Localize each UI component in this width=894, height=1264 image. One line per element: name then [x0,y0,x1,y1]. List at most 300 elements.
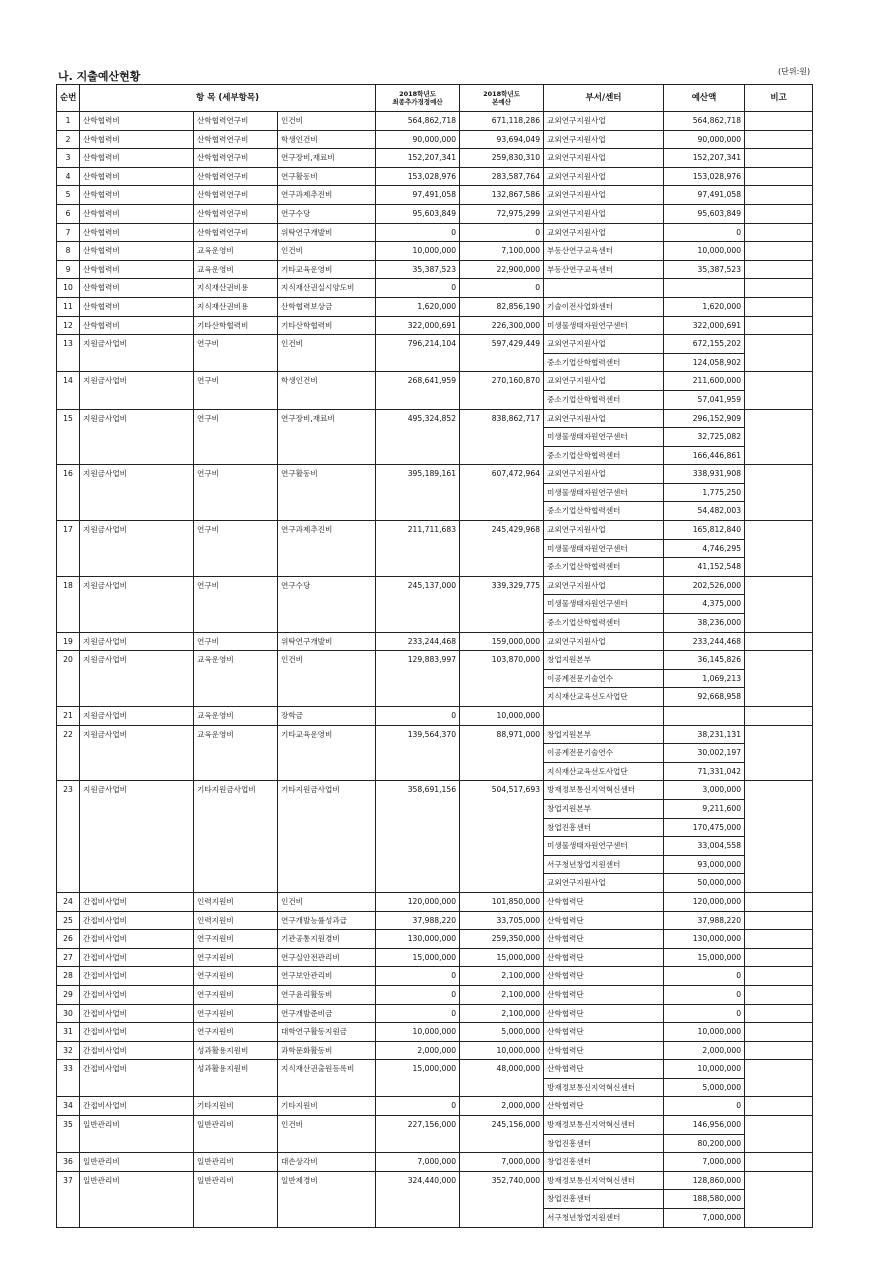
row-number: 7 [57,223,80,242]
note-cell [745,911,813,930]
subcategory-cell: 연구비 [194,409,278,465]
budget-amount-cell: 564,862,718 [664,112,745,131]
row-number: 13 [57,335,80,372]
detail-item-cell: 장학금 [278,707,376,726]
table-row [57,465,813,484]
budget-amount-cell: 50,000,000 [664,874,745,893]
detail-item-cell: 연구개발준비금 [278,1004,376,1023]
category-cell: 간접비사업비 [80,911,194,930]
detail-item-cell: 인건비 [278,242,376,261]
detail-item-cell: 일반제경비 [278,1171,376,1227]
budget-amount-cell: 153,028,976 [664,167,745,186]
dept-cell: 산학협력단 [544,1023,664,1042]
budget-amount-cell: 152,207,341 [664,149,745,168]
detail-item-cell: 대손상각비 [278,1153,376,1172]
subcategory-cell: 연구지원비 [194,948,278,967]
table-row [57,316,813,335]
note-cell [745,167,813,186]
dept-cell [544,707,664,726]
row-number: 35 [57,1116,80,1153]
subcategory-cell: 일반관리비 [194,1171,278,1227]
budget-amount-cell: 672,155,202 [664,335,745,354]
table-row [57,781,813,800]
detail-item-cell: 기타지원금사업비 [278,781,376,893]
row-number: 10 [57,279,80,298]
budget-amount-cell: 4,746,295 [664,539,745,558]
category-cell: 간접비사업비 [80,985,194,1004]
detail-item-cell: 대학연구활동지원금 [278,1023,376,1042]
note-cell [745,242,813,261]
budget-amount-cell: 0 [664,985,745,1004]
note-cell [745,112,813,131]
budget-amount-cell: 2,000,000 [664,1041,745,1060]
row-number: 19 [57,632,80,651]
cur-budget-cell: 283,587,764 [460,167,544,186]
dept-cell: 창업지원본부 [544,799,664,818]
prev-budget-cell: 268,641,959 [376,372,460,409]
prev-budget-cell: 0 [376,707,460,726]
row-number: 9 [57,260,80,279]
table-row [57,1004,813,1023]
dept-cell: 교외연구지원사업 [544,632,664,651]
note-cell [745,1116,813,1153]
note-cell [745,521,813,577]
budget-amount-cell: 37,988,220 [664,911,745,930]
subcategory-cell: 교육운영비 [194,707,278,726]
cur-budget-cell: 504,517,693 [460,781,544,893]
note-cell [745,1171,813,1227]
dept-cell: 교외연구지원사업 [544,465,664,484]
category-cell: 지원금사업비 [80,781,194,893]
budget-amount-cell: 1,620,000 [664,297,745,316]
subcategory-cell: 산학협력연구비 [194,112,278,131]
note-cell [745,372,813,409]
detail-item-cell: 인건비 [278,651,376,707]
note-cell [745,1004,813,1023]
dept-cell: 교외연구지원사업 [544,130,664,149]
detail-item-cell: 연구개발능률성과급 [278,911,376,930]
header-cur-budget [460,85,544,112]
row-number: 31 [57,1023,80,1042]
prev-budget-cell: 358,691,156 [376,781,460,893]
budget-amount-cell: 10,000,000 [664,1060,745,1079]
cur-budget-cell: 22,900,000 [460,260,544,279]
prev-budget-cell: 233,244,468 [376,632,460,651]
dept-cell: 미생물생태자원연구센터 [544,595,664,614]
budget-amount-cell: 38,231,131 [664,725,745,744]
category-cell: 산학협력비 [80,204,194,223]
dept-cell: 산학협력단 [544,1004,664,1023]
detail-item-cell: 연구장비,재료비 [278,149,376,168]
cur-budget-cell: 33,705,000 [460,911,544,930]
note-cell [745,297,813,316]
category-cell: 지원금사업비 [80,372,194,409]
category-cell: 간접비사업비 [80,1004,194,1023]
detail-item-cell: 연구활동비 [278,167,376,186]
prev-budget-cell: 0 [376,1097,460,1116]
detail-item-cell: 위탁연구개발비 [278,223,376,242]
row-number: 22 [57,725,80,781]
detail-item-cell: 인건비 [278,335,376,372]
budget-amount-cell: 38,236,000 [664,614,745,633]
table-row [57,521,813,540]
table-row [57,372,813,391]
note-cell [745,781,813,893]
note-cell [745,204,813,223]
table-row [57,112,813,131]
cur-budget-cell: 838,862,717 [460,409,544,465]
category-cell: 지원금사업비 [80,521,194,577]
budget-amount-cell: 9,211,600 [664,799,745,818]
cur-budget-cell: 352,740,000 [460,1171,544,1227]
budget-amount-cell: 5,000,000 [664,1078,745,1097]
category-cell: 간접비사업비 [80,1041,194,1060]
row-number: 18 [57,576,80,632]
row-number: 28 [57,967,80,986]
cur-budget-cell: 245,156,000 [460,1116,544,1153]
detail-item-cell: 연구과제추진비 [278,521,376,577]
cur-budget-cell: 48,000,000 [460,1060,544,1097]
note-cell [745,1060,813,1097]
note-cell [745,930,813,949]
table-row [57,651,813,670]
category-cell: 일반관리비 [80,1153,194,1172]
subcategory-cell: 교육운영비 [194,651,278,707]
prev-budget-cell: 211,711,683 [376,521,460,577]
subcategory-cell: 산학협력연구비 [194,149,278,168]
dept-cell: 교외연구지원사업 [544,335,664,354]
detail-item-cell: 연구수당 [278,576,376,632]
cur-budget-cell: 88,971,000 [460,725,544,781]
dept-cell: 방재정보통신지역혁신센터 [544,781,664,800]
dept-cell: 방재정보통신지역혁신센터 [544,1116,664,1135]
note-cell [745,1023,813,1042]
budget-amount-cell: 211,600,000 [664,372,745,391]
row-number: 15 [57,409,80,465]
row-number: 36 [57,1153,80,1172]
dept-cell: 중소기업산학협력센터 [544,353,664,372]
dept-cell: 교외연구지원사업 [544,167,664,186]
prev-budget-cell: 95,603,849 [376,204,460,223]
detail-item-cell: 기관공통지원경비 [278,930,376,949]
row-number: 4 [57,167,80,186]
budget-amount-cell: 7,000,000 [664,1153,745,1172]
budget-amount-cell: 0 [664,1097,745,1116]
dept-cell: 중소기업산학협력센터 [544,614,664,633]
prev-budget-cell: 90,000,000 [376,130,460,149]
note-cell [745,260,813,279]
cur-budget-cell: 2,100,000 [460,967,544,986]
subcategory-cell: 일반관리비 [194,1153,278,1172]
category-cell: 지원금사업비 [80,465,194,521]
header-note: 비고 [745,85,813,112]
budget-amount-cell: 57,041,959 [664,390,745,409]
budget-amount-cell: 296,152,909 [664,409,745,428]
subcategory-cell: 연구지원비 [194,985,278,1004]
dept-cell: 서구청년창업지원센터 [544,855,664,874]
prev-budget-cell: 395,189,161 [376,465,460,521]
budget-amount-cell: 166,446,861 [664,446,745,465]
category-cell: 간접비사업비 [80,1060,194,1097]
detail-item-cell: 연구과제추진비 [278,186,376,205]
budget-table [56,84,813,1228]
note-cell [745,1153,813,1172]
row-number: 6 [57,204,80,223]
prev-budget-cell: 0 [376,223,460,242]
cur-budget-cell: 259,830,310 [460,149,544,168]
prev-budget-cell: 0 [376,1004,460,1023]
subcategory-cell: 기타산학협력비 [194,316,278,335]
row-number: 21 [57,707,80,726]
category-cell: 간접비사업비 [80,967,194,986]
row-number: 3 [57,149,80,168]
category-cell: 지원금사업비 [80,409,194,465]
budget-amount-cell: 10,000,000 [664,242,745,261]
dept-cell: 중소기업산학협력센터 [544,558,664,577]
dept-cell: 창업진흥센터 [544,1190,664,1209]
budget-amount-cell [664,707,745,726]
header-cur-line2: 본예산 [492,98,511,106]
subcategory-cell: 산학협력연구비 [194,167,278,186]
category-cell: 간접비사업비 [80,1023,194,1042]
note-cell [745,149,813,168]
prev-budget-cell: 245,137,000 [376,576,460,632]
row-number: 26 [57,930,80,949]
dept-cell: 산학협력단 [544,967,664,986]
subcategory-cell: 산학협력연구비 [194,223,278,242]
note-cell [745,632,813,651]
subcategory-cell: 지식재산권비용 [194,279,278,298]
header-prev-line1: 2018학년도 [399,89,436,98]
dept-cell: 산학협력단 [544,1041,664,1060]
category-cell: 산학협력비 [80,279,194,298]
header-item: 항 목 (세부항목) [80,85,376,112]
subcategory-cell: 연구지원비 [194,967,278,986]
cur-budget-cell: 93,694,049 [460,130,544,149]
prev-budget-cell: 7,000,000 [376,1153,460,1172]
dept-cell: 산학협력단 [544,892,664,911]
row-number: 27 [57,948,80,967]
dept-cell: 미생물생태자원연구센터 [544,428,664,447]
dept-cell: 부동산연구교육센터 [544,260,664,279]
subcategory-cell: 연구비 [194,632,278,651]
dept-cell: 산학협력단 [544,911,664,930]
budget-amount-cell: 90,000,000 [664,130,745,149]
row-number: 30 [57,1004,80,1023]
note-cell [745,409,813,465]
prev-budget-cell: 10,000,000 [376,242,460,261]
row-number: 8 [57,242,80,261]
budget-amount-cell: 130,000,000 [664,930,745,949]
note-cell [745,1097,813,1116]
table-row [57,279,813,298]
dept-cell: 산학협력단 [544,948,664,967]
budget-amount-cell: 338,931,908 [664,465,745,484]
table-row [57,223,813,242]
category-cell: 산학협력비 [80,316,194,335]
subcategory-cell: 산학협력연구비 [194,204,278,223]
note-cell [745,985,813,1004]
budget-amount-cell: 120,000,000 [664,892,745,911]
subcategory-cell: 지식재산권비용 [194,297,278,316]
cur-budget-cell: 7,000,000 [460,1153,544,1172]
prev-budget-cell: 0 [376,985,460,1004]
table-row [57,149,813,168]
cur-budget-cell: 671,118,286 [460,112,544,131]
detail-item-cell: 연구윤리활동비 [278,985,376,1004]
budget-amount-cell: 4,375,000 [664,595,745,614]
prev-budget-cell: 1,620,000 [376,297,460,316]
subcategory-cell: 연구비 [194,465,278,521]
table-row [57,948,813,967]
subcategory-cell: 교육운영비 [194,260,278,279]
budget-amount-cell: 0 [664,223,745,242]
detail-item-cell: 기타교육운영비 [278,725,376,781]
budget-amount-cell: 32,725,082 [664,428,745,447]
prev-budget-cell: 0 [376,279,460,298]
dept-cell: 교외연구지원사업 [544,204,664,223]
dept-cell: 부동산연구교육센터 [544,242,664,261]
category-cell: 간접비사업비 [80,930,194,949]
detail-item-cell: 연구실안전관리비 [278,948,376,967]
budget-amount-cell: 35,387,523 [664,260,745,279]
cur-budget-cell: 0 [460,279,544,298]
row-number: 20 [57,651,80,707]
prev-budget-cell: 35,387,523 [376,260,460,279]
table-row [57,911,813,930]
detail-item-cell: 연구보안관리비 [278,967,376,986]
cur-budget-cell: 2,000,000 [460,1097,544,1116]
budget-amount-cell: 33,004,558 [664,837,745,856]
cur-budget-cell: 339,329,775 [460,576,544,632]
table-row [57,186,813,205]
row-number: 11 [57,297,80,316]
note-cell [745,316,813,335]
note-cell [745,892,813,911]
budget-amount-cell: 7,000,000 [664,1209,745,1228]
category-cell: 산학협력비 [80,167,194,186]
dept-cell: 교외연구지원사업 [544,576,664,595]
row-number: 1 [57,112,80,131]
prev-budget-cell: 153,028,976 [376,167,460,186]
table-row [57,985,813,1004]
page-title: 나. 지출예산현황 [58,70,141,83]
category-cell: 지원금사업비 [80,725,194,781]
table-row [57,930,813,949]
cur-budget-cell: 597,429,449 [460,335,544,372]
budget-amount-cell: 165,812,840 [664,521,745,540]
budget-amount-cell: 95,603,849 [664,204,745,223]
table-body [57,112,813,1228]
table-row [57,967,813,986]
category-cell: 간접비사업비 [80,1097,194,1116]
subcategory-cell: 성과활용지원비 [194,1041,278,1060]
table-row [57,242,813,261]
cur-budget-cell: 226,300,000 [460,316,544,335]
header-prev-line2: 최종추가경정예산 [392,98,443,106]
cur-budget-cell: 101,850,000 [460,892,544,911]
cur-budget-cell: 607,472,964 [460,465,544,521]
cur-budget-cell: 2,100,000 [460,985,544,1004]
budget-amount-cell: 128,860,000 [664,1171,745,1190]
note-cell [745,465,813,521]
budget-amount-cell: 1,775,250 [664,483,745,502]
cur-budget-cell: 159,000,000 [460,632,544,651]
dept-cell: 교외연구지원사업 [544,223,664,242]
note-cell [745,186,813,205]
prev-budget-cell: 495,324,852 [376,409,460,465]
category-cell: 산학협력비 [80,297,194,316]
subcategory-cell: 일반관리비 [194,1116,278,1153]
dept-cell: 창업진흥센터 [544,1153,664,1172]
detail-item-cell: 기타교육운영비 [278,260,376,279]
category-cell: 산학협력비 [80,186,194,205]
subcategory-cell: 연구지원비 [194,1023,278,1042]
note-cell [745,948,813,967]
detail-item-cell: 인건비 [278,112,376,131]
cur-budget-cell: 5,000,000 [460,1023,544,1042]
cur-budget-cell: 132,867,586 [460,186,544,205]
subcategory-cell: 기타지원금사업비 [194,781,278,893]
dept-cell: 교외연구지원사업 [544,409,664,428]
dept-cell: 교외연구지원사업 [544,149,664,168]
budget-amount-cell: 3,000,000 [664,781,745,800]
note-cell [745,223,813,242]
table-header-row [57,85,813,112]
table-row [57,1153,813,1172]
dept-cell: 중소기업산학협력센터 [544,390,664,409]
category-cell: 산학협력비 [80,242,194,261]
prev-budget-cell: 0 [376,967,460,986]
category-cell: 산학협력비 [80,149,194,168]
dept-cell: 창업지원본부 [544,651,664,670]
dept-cell: 이공계전문기술연수 [544,669,664,688]
row-number: 12 [57,316,80,335]
cur-budget-cell: 10,000,000 [460,1041,544,1060]
table-row [57,576,813,595]
prev-budget-cell: 130,000,000 [376,930,460,949]
budget-amount-cell: 322,000,691 [664,316,745,335]
row-number: 37 [57,1171,80,1227]
table-row [57,167,813,186]
prev-budget-cell: 139,564,370 [376,725,460,781]
budget-amount-cell: 202,526,000 [664,576,745,595]
dept-cell: 미생물생태자원연구센터 [544,539,664,558]
detail-item-cell: 과학문화활동비 [278,1041,376,1060]
table-row [57,725,813,744]
note-cell [745,967,813,986]
cur-budget-cell: 103,870,000 [460,651,544,707]
prev-budget-cell: 2,000,000 [376,1041,460,1060]
dept-cell: 산학협력단 [544,1097,664,1116]
dept-cell: 지식재산교육선도사업단 [544,762,664,781]
subcategory-cell: 성과활용지원비 [194,1060,278,1097]
subcategory-cell: 인력지원비 [194,911,278,930]
dept-cell: 창업진흥센터 [544,818,664,837]
cur-budget-cell: 0 [460,223,544,242]
dept-cell: 교외연구지원사업 [544,521,664,540]
table-row [57,297,813,316]
row-number: 32 [57,1041,80,1060]
prev-budget-cell: 796,214,104 [376,335,460,372]
prev-budget-cell: 120,000,000 [376,892,460,911]
budget-amount-cell: 41,152,548 [664,558,745,577]
budget-amount-cell: 15,000,000 [664,948,745,967]
budget-amount-cell: 0 [664,967,745,986]
prev-budget-cell: 129,883,997 [376,651,460,707]
dept-cell: 교외연구지원사업 [544,874,664,893]
category-cell: 간접비사업비 [80,892,194,911]
